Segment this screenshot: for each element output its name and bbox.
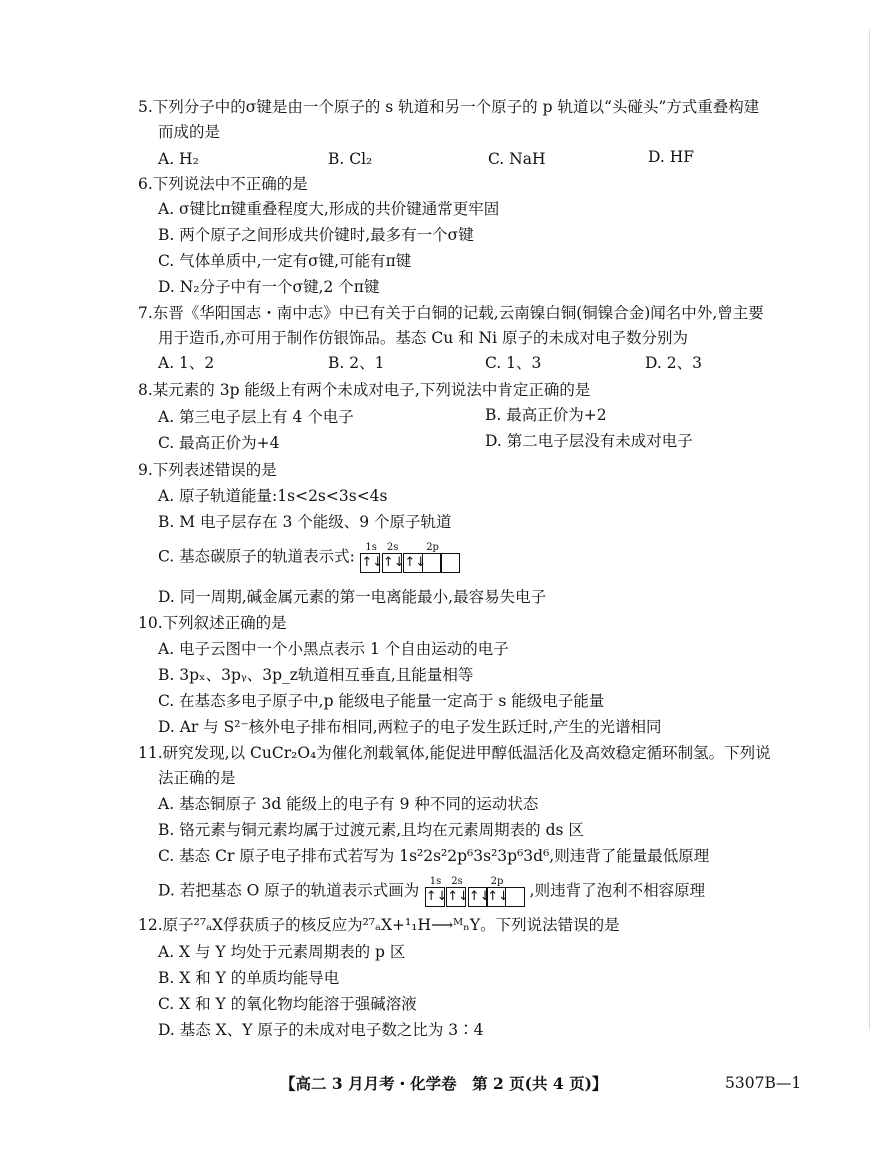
q12-option-c: C. X 和 Y 的氧化物均能溶于强碱溶液 [158,995,417,1013]
orbital-2s [447,876,470,907]
q6-option-c: C. 气体单质中,一定有σ键,可能有π键 [158,252,412,270]
q5-option-b: B. Cl₂ [328,150,373,168]
orbital-box: ↑↓ [425,887,445,907]
orbital-box [440,553,460,573]
orbital-label-1s: 1s [429,876,442,887]
orbital-box [505,887,525,907]
orbital-label-2p: 2p [426,542,439,553]
q10-option-c: C. 在基态多电子原子中,p 能级电子能量一定高于 s 能级电子能量 [158,692,605,710]
oxygen-orbital-diagram [426,876,525,907]
q5-option-a: A. H₂ [158,150,199,168]
orbital-box: ↑↓ [360,553,380,573]
orbital-2p [405,542,461,573]
orbital-1s [425,876,448,907]
q9-option-d: D. 同一周期,碱金属元素的第一电离能最小,最容易失电子 [158,588,547,606]
q11-option-b: B. 铬元素与铜元素均属于过渡元素,且均在元素周期表的 ds 区 [158,821,584,839]
q6-option-b: B. 两个原子之间形成共价键时,最多有一个σ键 [158,226,474,244]
orbital-box [422,553,442,573]
q7-option-b: B. 2、1 [328,354,385,372]
q9-option-a: A. 原子轨道能量:1s<2s<3s<4s [158,487,388,505]
q7-stem-line2: 用于造币,亦可用于制作仿银饰品。基态 Cu 和 Ni 原子的未成对电子数分别为 [158,329,688,347]
orbital-box: ↑↓ [382,553,402,573]
q8-option-c: C. 最高正价为+4 [158,434,280,452]
q11-stem-line1: 11.研究发现,以 CuCr₂O₄为催化剂载氧体,能促进甲醇低温活化及高效稳定循环制氢。下列说 [138,744,771,762]
orbital-label-2s: 2s [386,542,399,553]
page-edge-divider [869,30,870,1030]
q10-stem: 10.下列叙述正确的是 [138,614,287,632]
q12-option-a: A. X 与 Y 均处于元素周期表的 p 区 [158,943,406,961]
q6-stem: 6.下列说法中不正确的是 [138,175,308,193]
q8-option-b: B. 最高正价为+2 [485,406,607,424]
q12-option-d: D. 基态 X、Y 原子的未成对电子数之比为 3∶4 [158,1021,484,1039]
q5-stem-line1: 5.下列分子中的σ键是由一个原子的 s 轨道和另一个原子的 p 轨道以“头碰头”方式重叠构建 [138,98,760,116]
q8-stem: 8.某元素的 3p 能级上有两个未成对电子,下列说法中肯定正确的是 [138,381,591,399]
q10-option-d: D. Ar 与 S²⁻核外电子排布相同,两粒子的电子发生跃迁时,产生的光谱相同 [158,718,662,736]
orbital-2p [469,876,525,907]
q6-option-d: D. N₂分子中有一个σ键,2 个π键 [158,278,380,296]
q11-option-d-text: D. 若把基态 O 原子的轨道表示式画为 [158,881,420,900]
orbital-box: ↑↓ [403,553,423,573]
q11-option-a: A. 基态铜原子 3d 能级上的电子有 9 种不同的运动状态 [158,795,539,813]
orbital-box: ↑↓ [446,887,466,907]
q12-option-b: B. X 和 Y 的单质均能导电 [158,969,340,987]
q7-option-d: D. 2、3 [645,354,702,372]
carbon-orbital-diagram [362,542,461,573]
q7-option-c: C. 1、3 [485,354,542,372]
orbital-2s [382,542,405,573]
orbital-label-2p: 2p [490,876,504,887]
q6-option-a: A. σ键比π键重叠程度大,形成的共价键通常更牢固 [158,200,500,218]
q9-option-b: B. M 电子层存在 3 个能级、9 个原子轨道 [158,513,452,531]
q7-option-a: A. 1、2 [158,354,215,372]
q8-option-a: A. 第三电子层上有 4 个电子 [158,408,354,426]
q5-option-d: D. HF [648,148,695,166]
page-footer-title: 【高二 3 月月考・化学卷 第 2 页(共 4 页)】 [280,1074,608,1093]
q9-option-c-text: C. 基态碳原子的轨道表示式: [158,547,355,566]
q11-stem-line2: 法正确的是 [158,769,236,787]
page-footer-code: 5307B—1 [725,1074,802,1092]
q9-stem: 9.下列表述错误的是 [138,461,277,479]
q12-stem: 12.原子²⁷ₐX俘获质子的核反应为²⁷ₐX+¹₁H⟶ᴹₙY。下列说法错误的是 [138,916,620,934]
q11-option-d-tail: ,则违背了泡利不相容原理 [529,881,706,900]
orbital-1s [361,542,384,573]
q11-option-d [158,876,705,907]
orbital-box: ↑↓ [468,887,488,907]
q9-option-c [158,542,460,573]
q8-option-d: D. 第二电子层没有未成对电子 [485,432,693,450]
orbital-label-1s: 1s [365,542,377,553]
orbital-label-2s: 2s [451,876,463,887]
q11-option-c: C. 基态 Cr 原子电子排布式若写为 1s²2s²2p⁶3s²3p⁶3d⁶,则违背了能量最低原理 [158,847,710,865]
q7-stem-line1: 7.东晋《华阳国志・南中志》中已有关于白铜的记载,云南镍白铜(铜镍合金)闻名中外,曾主要 [138,304,764,322]
q5-stem-line2: 而成的是 [158,123,221,141]
q10-option-a: A. 电子云图中一个小黑点表示 1 个自由运动的电子 [158,640,509,658]
orbital-box: ↑↓ [486,887,506,907]
q5-option-c: C. NaH [488,150,546,168]
q10-option-b: B. 3pₓ、3pᵧ、3p_z轨道相互垂直,且能量相等 [158,666,474,684]
